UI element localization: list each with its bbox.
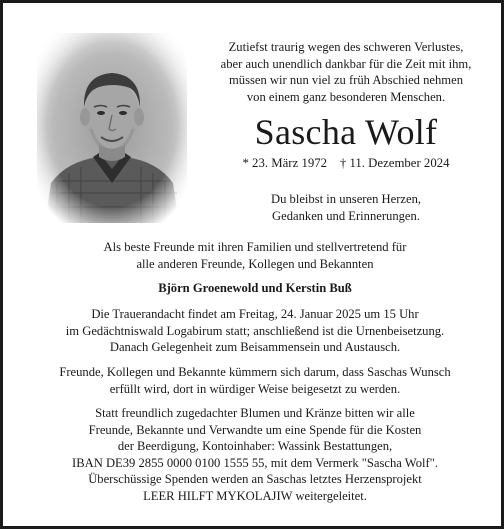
intro-line: müssen wir nun viel zu früh Abschied nehmen: [229, 73, 463, 87]
life-dates: [201, 155, 491, 172]
wish-line: erfüllt wird, dort in würdiger Weise beigesetzt zu werden.: [109, 381, 401, 396]
wish-line: Freunde, Kollegen und Bekannte kümmern sich darum, dass Saschas Wunsch: [59, 365, 451, 379]
portrait-illustration: [37, 33, 187, 223]
donation-line: IBAN DE39 2855 0000 0100 1555 55, mit dem Vermerk "Sascha Wolf".: [72, 455, 438, 470]
donation-line: Überschüssige Spenden werden an Saschas letztes Herzensprojekt: [88, 472, 422, 486]
donation-text: [23, 405, 487, 504]
deceased-name: Sascha Wolf: [254, 112, 438, 152]
friends-line: Als beste Freunde mit ihren Familien und stellvertretend für: [103, 240, 407, 254]
signers: Björn Groenewold und Kerstin Buß: [158, 281, 352, 295]
birth-date: * 23. März 1972: [242, 156, 328, 170]
service-line: im Gedächtniswald Logabirum statt; anschließend ist die Urnenbeisetzung.: [65, 323, 445, 338]
wish-text: [23, 364, 487, 397]
intro-line: von einem ganz besonderen Menschen.: [246, 89, 446, 104]
remembrance-line: Gedanken und Erinnerungen.: [272, 208, 420, 223]
donation-line: Freunde, Bekannte und Verwandte um eine Spende für die Kosten: [88, 422, 422, 437]
death-date: † 11. Dezember 2024: [339, 156, 450, 170]
service-line: Danach Gelegenheit zum Beisammensein und Austausch.: [109, 340, 401, 354]
remembrance-text: [201, 191, 491, 224]
portrait-photo: [37, 33, 187, 223]
intro-line: aber auch unendlich dankbar für die Zeit mit ihm,: [220, 56, 472, 71]
donation-line: der Beerdigung, Kontoinhaber: Wassink Bestattungen,: [117, 439, 393, 453]
service-details: [23, 306, 487, 356]
donation-line: Statt freundlich zugedachter Blumen und Kränze bitten wir alle: [95, 406, 415, 420]
friends-line: alle anderen Freunde, Kollegen und Bekannten: [136, 256, 374, 271]
donation-line: LEER HILFT MYKOLAJIW weitergeleitet.: [143, 488, 367, 503]
remembrance-line: Du bleibst in unseren Herzen,: [270, 192, 422, 206]
friends-text: [23, 239, 487, 272]
service-line: Die Trauerandacht findet am Freitag, 24. Januar 2025 um 15 Uhr: [91, 307, 419, 321]
intro-text: [201, 39, 491, 105]
intro-line: Zutiefst traurig wegen des schweren Verlustes,: [228, 40, 464, 54]
